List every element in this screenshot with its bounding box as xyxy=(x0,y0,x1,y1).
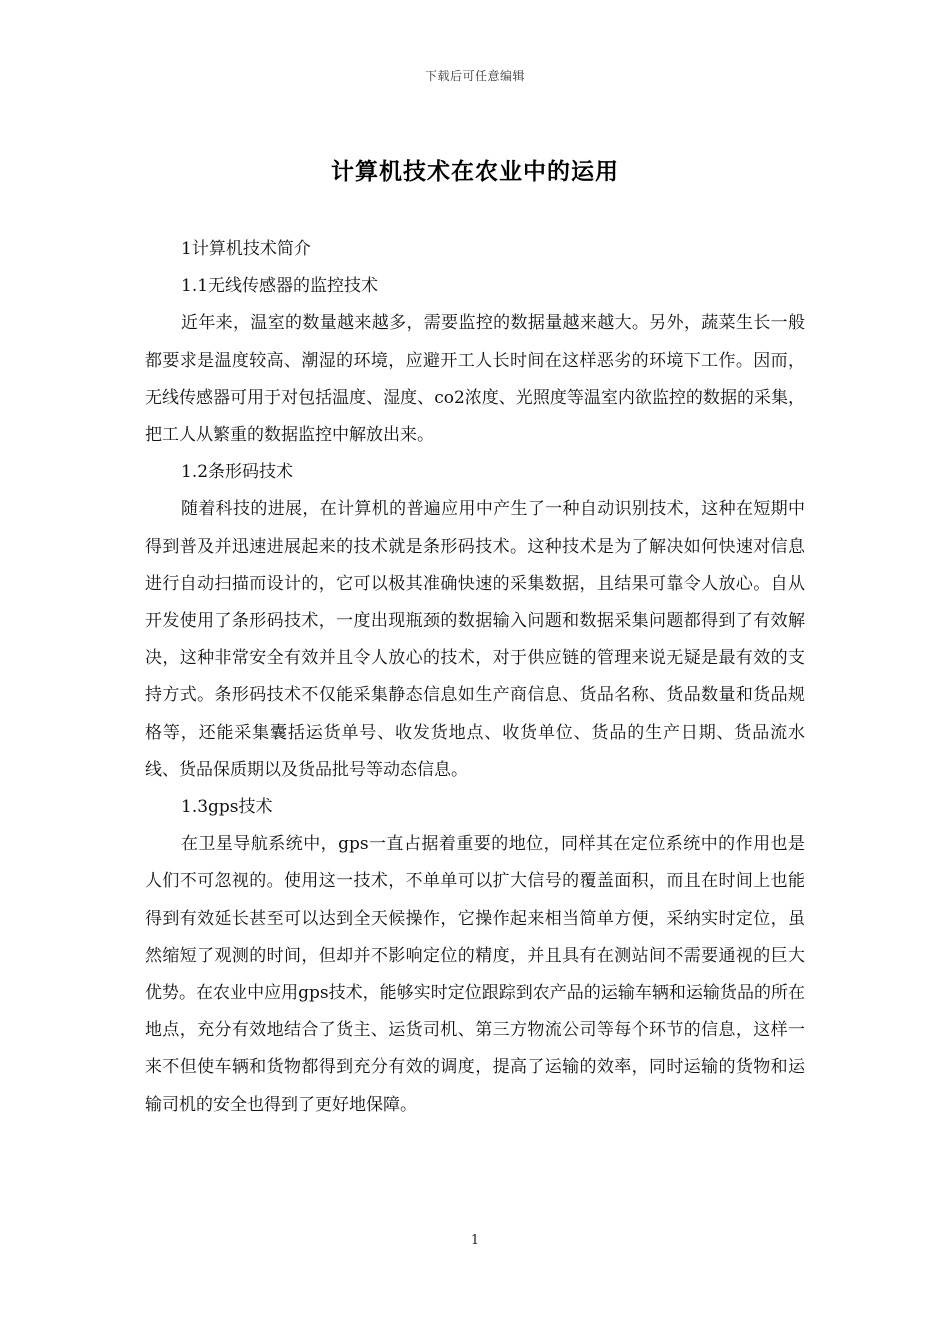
document-body xyxy=(145,231,805,1124)
section-heading-1-1: 1.1无线传感器的监控技术 xyxy=(181,276,379,297)
document-title: 计算机技术在农业中的运用 xyxy=(331,159,619,185)
header-note: 下载后可任意编辑 xyxy=(424,69,525,83)
section-heading-1: 1计算机技术简介 xyxy=(181,239,311,259)
page-number: 1 xyxy=(470,1233,480,1248)
section-heading-1-3: 1.3gps技术 xyxy=(181,797,273,818)
paragraph-barcode: 随着科技的进展，在计算机的普遍应用中产生了一种自动识别技术，这种在短期中得到普及并迅速进展起来的技术就是条形码技术。这种技术是为了解决如何快速对信息进行自动扫描而设计的，它可以极其准确快速的采集数据，且结果可靠令人放心。自从开发使用了条形码技术，一度出现瓶颈的数据输入问题和数据采集问题都得到了有效解决，这种非常安全有效并且令人放心的技术，对于供应链的管理来说无疑是最有效的支持方式。条形码技术不仅能采集静态信息如生产商信息、货品名称、货品数量和货品规格等，还能采集囊括运货单号、收发货地点、收货单位、货品的生产日期、货品流水线、货品保质期以及货品批号等动态信息。 xyxy=(145,499,805,780)
paragraph-gps: 在卫星导航系统中，gps一直占据着重要的地位，同样其在定位系统中的作用也是人们不可忽视的。使用这一技术，不单单可以扩大信号的覆盖面积，而且在时间上也能得到有效延长甚至可以达到全天候操作，它操作起来相当简单方便，采纳实时定位，虽然缩短了观测的时间，但却并不影响定位的精度，并且具有在测站间不需要通视的巨大优势。在农业中应用gps技术，能够实时定位跟踪到农产品的运输车辆和运输货品的所在地点，充分有效地结合了货主、运货司机、第三方物流公司等每个环节的信息，这样一来不但使车辆和货物都得到充分有效的调度，提高了运输的效率，同时运输的货物和运输司机的安全也得到了更好地保障。 xyxy=(145,834,805,1115)
section-heading-1-2: 1.2条形码技术 xyxy=(181,462,294,483)
paragraph-wireless-sensor: 近年来，温室的数量越来越多，需要监控的数据量越来越大。另外，蔬菜生长一般都要求是温度较高、潮湿的环境，应避开工人长时间在这样恶劣的环境下工作。因而，无线传感器可用于对包括温度、湿度、co2浓度、光照度等温室内欲监控的数据的采集，把工人从繁重的数据监控中解放出来。 xyxy=(145,313,805,446)
